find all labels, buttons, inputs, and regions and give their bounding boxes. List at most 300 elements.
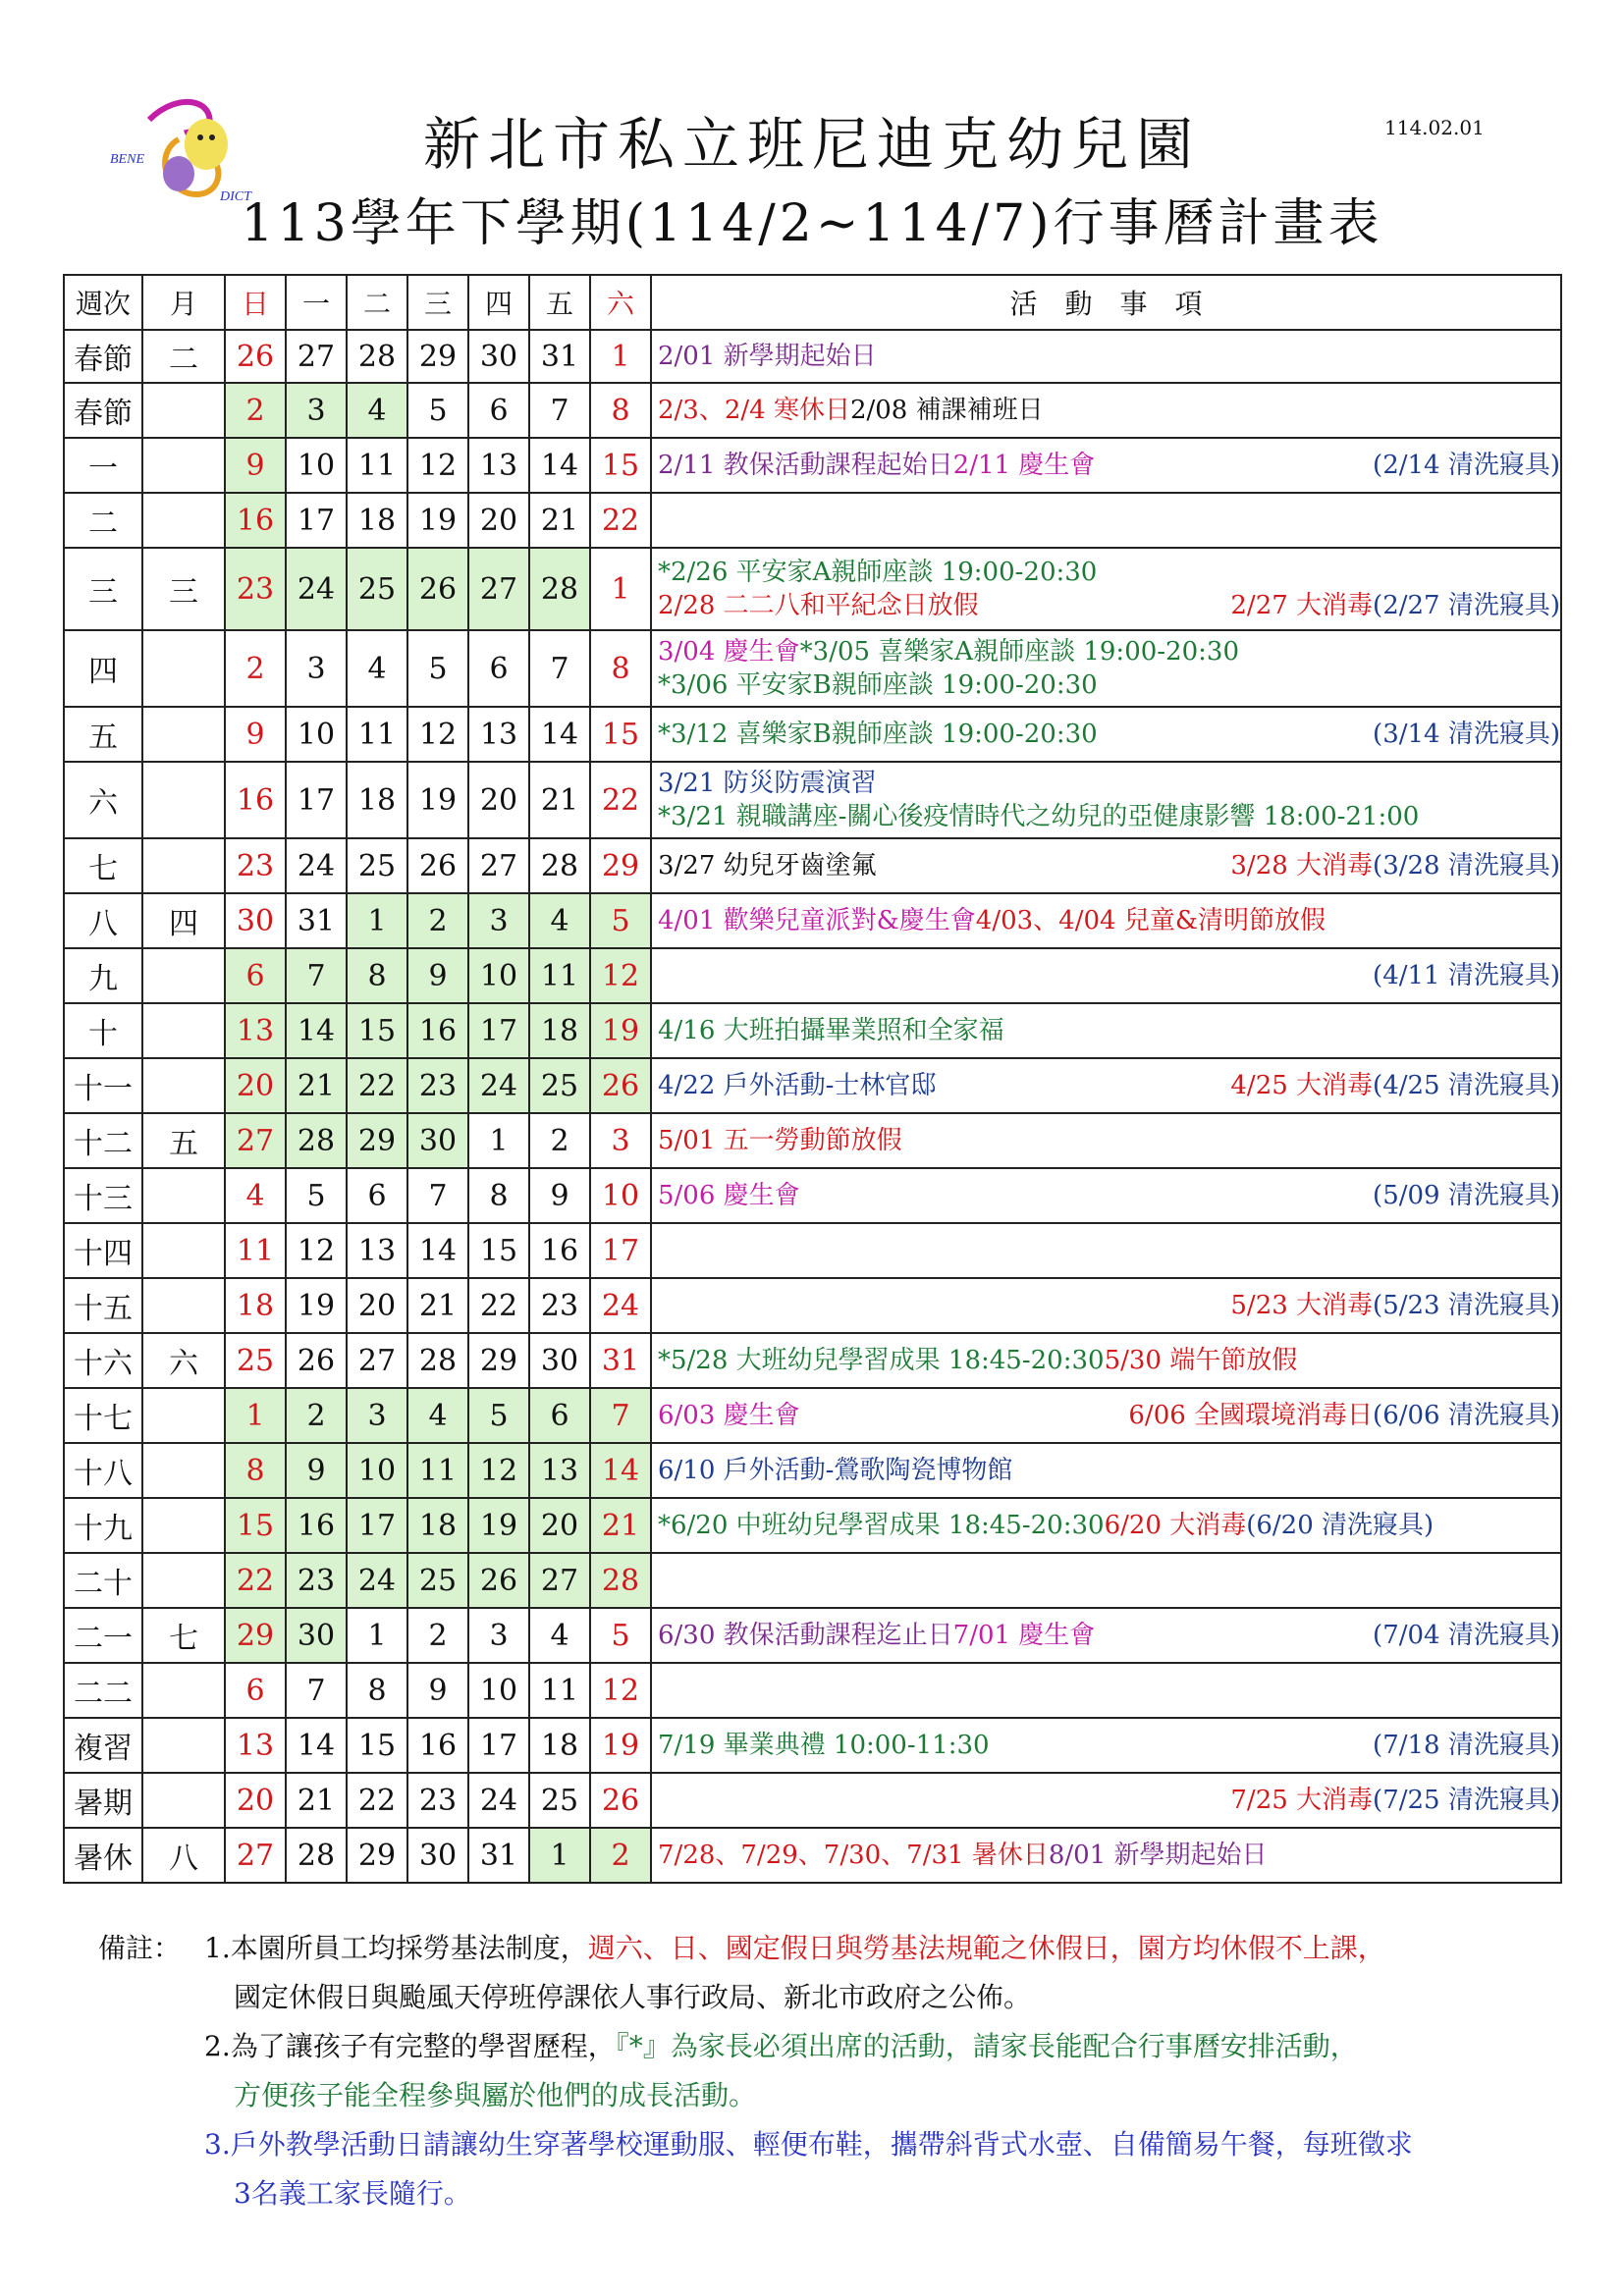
activity-cell	[651, 1113, 1561, 1168]
day-cell: 9	[529, 1168, 590, 1223]
calendar-row	[64, 1553, 1561, 1608]
week-cell: 十三	[64, 1168, 142, 1223]
day-cell: 13	[225, 1003, 286, 1058]
day-cell: 5	[407, 383, 468, 438]
day-cell: 24	[468, 1058, 529, 1113]
activity-text: (6/06 清洗寢具)	[1373, 1401, 1560, 1430]
day-cell: 28	[590, 1553, 651, 1608]
day-cell: 16	[529, 1223, 590, 1278]
day-cell: 7	[529, 383, 590, 438]
day-cell: 13	[529, 1443, 590, 1498]
day-cell: 7	[407, 1168, 468, 1223]
day-cell: 29	[347, 1113, 407, 1168]
day-header-sat: 六	[590, 275, 651, 330]
day-cell: 13	[225, 1718, 286, 1773]
calendar-row	[64, 838, 1561, 893]
week-cell: 春節	[64, 330, 142, 383]
page-title: 新北市私立班尼迪克幼兒園	[422, 111, 1201, 178]
day-cell: 27	[286, 330, 347, 383]
day-cell: 11	[347, 438, 407, 493]
activity-line	[658, 718, 1560, 751]
day-cell: 12	[590, 948, 651, 1003]
week-cell: 暑休	[64, 1828, 142, 1883]
month-cell	[142, 838, 225, 893]
week-cell: 暑期	[64, 1773, 142, 1828]
activity-text: 2/08 補課補班日	[849, 396, 1044, 425]
day-cell: 30	[286, 1608, 347, 1663]
day-cell: 14	[286, 1003, 347, 1058]
activity-text: (6/20 清洗寢具)	[1246, 1511, 1435, 1540]
activity-text: *5/28 大班幼兒學習成果 18:45-20:30	[658, 1346, 1105, 1375]
activity-line	[658, 394, 1560, 427]
note-line	[98, 1924, 1571, 1973]
activity-cell	[651, 1553, 1561, 1608]
activity-spacer	[658, 959, 1373, 992]
week-cell: 四	[64, 630, 142, 707]
calendar-row	[64, 1333, 1561, 1388]
week-cell: 二一	[64, 1608, 142, 1663]
activity-text: (3/28 清洗寢具)	[1373, 851, 1560, 881]
day-cell: 6	[225, 1663, 286, 1718]
day-cell: 9	[225, 438, 286, 493]
activity-cell	[651, 1223, 1561, 1278]
calendar-row	[64, 948, 1561, 1003]
day-cell: 24	[286, 838, 347, 893]
activity-text: 5/23 大消毒	[1230, 1291, 1374, 1320]
day-cell: 10	[286, 707, 347, 762]
day-header-mon: 一	[286, 275, 347, 330]
calendar-row	[64, 762, 1561, 838]
month-cell	[142, 1773, 225, 1828]
day-cell: 12	[407, 438, 468, 493]
calendar-header-row	[64, 275, 1561, 330]
activity-spacer	[800, 1179, 1373, 1212]
day-cell: 18	[407, 1498, 468, 1553]
activity-line	[658, 340, 1560, 373]
activity-cell	[651, 630, 1561, 707]
week-cell: 一	[64, 438, 142, 493]
activity-text: 3/27 幼兒牙齒塗氟	[658, 851, 877, 881]
day-cell: 6	[529, 1388, 590, 1443]
activity-text: (7/04 清洗寢具)	[1373, 1621, 1560, 1650]
day-cell: 9	[286, 1443, 347, 1498]
day-cell: 3	[347, 1388, 407, 1443]
day-cell: 8	[347, 1663, 407, 1718]
day-header-sun: 日	[225, 275, 286, 330]
month-cell	[142, 1223, 225, 1278]
activity-text: 4/01 歡樂兒童派對&慶生會	[658, 906, 976, 935]
day-cell: 3	[468, 1608, 529, 1663]
week-cell: 十九	[64, 1498, 142, 1553]
day-cell: 1	[347, 893, 407, 948]
activity-line	[658, 767, 1560, 800]
day-cell: 1	[347, 1608, 407, 1663]
activity-text: 8/01 新學期起始日	[1048, 1841, 1268, 1870]
activity-line	[658, 849, 1560, 882]
month-cell	[142, 1553, 225, 1608]
activity-spacer	[1095, 449, 1373, 482]
day-cell: 7	[286, 1663, 347, 1718]
day-cell: 18	[347, 762, 407, 838]
activity-cell	[651, 1498, 1561, 1553]
activity-line	[658, 1839, 1560, 1872]
activity-line	[658, 668, 1560, 702]
day-cell: 22	[225, 1553, 286, 1608]
activity-text: 4/25 大消毒	[1230, 1071, 1374, 1100]
day-cell: 31	[468, 1828, 529, 1883]
activity-text: (2/14 清洗寢具)	[1373, 451, 1560, 480]
day-cell: 16	[407, 1718, 468, 1773]
day-cell: 19	[468, 1498, 529, 1553]
activity-cell	[651, 438, 1561, 493]
day-cell: 4	[347, 630, 407, 707]
week-cell: 十五	[64, 1278, 142, 1333]
day-cell: 2	[590, 1828, 651, 1883]
day-cell: 11	[529, 948, 590, 1003]
day-cell: 19	[590, 1003, 651, 1058]
activity-text: 6/03 慶生會	[658, 1401, 800, 1430]
month-cell: 四	[142, 893, 225, 948]
week-header: 週次	[64, 275, 142, 330]
day-cell: 27	[347, 1333, 407, 1388]
activity-line	[658, 1069, 1560, 1102]
day-cell: 23	[407, 1773, 468, 1828]
activity-text: (4/25 清洗寢具)	[1373, 1071, 1560, 1100]
day-cell: 1	[529, 1828, 590, 1883]
activity-text: 6/06 全國環境消毒日	[1128, 1401, 1374, 1430]
activity-text: (7/18 清洗寢具)	[1373, 1731, 1560, 1760]
day-cell: 5	[590, 1608, 651, 1663]
day-cell: 12	[407, 707, 468, 762]
day-cell: 22	[590, 493, 651, 548]
day-cell: 27	[225, 1113, 286, 1168]
day-cell: 21	[590, 1498, 651, 1553]
day-cell: 18	[347, 493, 407, 548]
calendar-row	[64, 330, 1561, 383]
activity-cell	[651, 838, 1561, 893]
calendar-row	[64, 1443, 1561, 1498]
day-cell: 8	[225, 1443, 286, 1498]
day-cell: 23	[407, 1058, 468, 1113]
day-cell: 17	[286, 493, 347, 548]
day-cell: 21	[407, 1278, 468, 1333]
day-cell: 23	[529, 1278, 590, 1333]
activity-line	[658, 1454, 1560, 1487]
day-cell: 8	[468, 1168, 529, 1223]
activity-text: *3/12 喜樂家B親師座談 19:00-20:30	[658, 720, 1098, 749]
activity-line	[658, 904, 1560, 937]
day-cell: 26	[590, 1058, 651, 1113]
day-cell: 1	[590, 330, 651, 383]
activity-line	[658, 959, 1560, 992]
day-cell: 22	[590, 762, 651, 838]
month-cell	[142, 762, 225, 838]
activity-text: (3/14 清洗寢具)	[1373, 720, 1560, 749]
activity-text: (4/11 清洗寢具)	[1373, 961, 1560, 990]
activity-cell	[651, 1443, 1561, 1498]
activity-line	[658, 1729, 1560, 1762]
day-cell: 10	[590, 1168, 651, 1223]
calendar-row	[64, 1773, 1561, 1828]
day-cell: 13	[468, 707, 529, 762]
activity-text: 2/11 慶生會	[952, 451, 1096, 480]
activity-cell	[651, 1718, 1561, 1773]
month-cell: 八	[142, 1828, 225, 1883]
calendar-row	[64, 1278, 1561, 1333]
activity-text: *2/26 平安家A親師座談 19:00-20:30	[658, 558, 1098, 587]
activity-text: (2/27 清洗寢具)	[1373, 591, 1560, 620]
calendar-row	[64, 893, 1561, 948]
calendar-row	[64, 1388, 1561, 1443]
day-cell: 4	[529, 893, 590, 948]
activity-text: 2/28 二二八和平紀念日放假	[658, 591, 979, 620]
week-cell: 二二	[64, 1663, 142, 1718]
day-cell: 15	[347, 1718, 407, 1773]
notes-section	[98, 1924, 1571, 2218]
day-cell: 21	[286, 1058, 347, 1113]
activity-cell	[651, 1003, 1561, 1058]
day-cell: 19	[407, 493, 468, 548]
activity-line	[658, 1784, 1560, 1817]
day-cell: 23	[286, 1553, 347, 1608]
day-cell: 24	[347, 1553, 407, 1608]
note-text: 國定休假日與颱風天停班停課依人事行政局、新北市政府之公佈。	[234, 1981, 1032, 2013]
day-cell: 11	[529, 1663, 590, 1718]
day-cell: 28	[529, 548, 590, 630]
calendar-body	[64, 330, 1561, 1883]
day-cell: 15	[468, 1223, 529, 1278]
activity-text: 6/10 戶外活動-鶯歌陶瓷博物館	[658, 1456, 1013, 1485]
day-cell: 27	[468, 838, 529, 893]
activity-cell	[651, 707, 1561, 762]
week-cell: 十七	[64, 1388, 142, 1443]
note-text: 3名義工家長隨行。	[234, 2177, 471, 2210]
activity-text: 2/11 教保活動課程起始日	[658, 451, 953, 480]
activity-text: 7/25 大消毒	[1230, 1786, 1374, 1815]
day-cell: 5	[590, 893, 651, 948]
day-cell: 5	[286, 1168, 347, 1223]
day-cell: 16	[407, 1003, 468, 1058]
day-cell: 14	[286, 1718, 347, 1773]
day-cell: 10	[468, 948, 529, 1003]
activity-line	[658, 1124, 1560, 1157]
day-cell: 23	[225, 838, 286, 893]
day-header-wed: 三	[407, 275, 468, 330]
day-cell: 28	[407, 1333, 468, 1388]
activity-cell	[651, 762, 1561, 838]
activity-line	[658, 635, 1560, 668]
activity-cell	[651, 383, 1561, 438]
month-cell: 三	[142, 548, 225, 630]
day-cell: 31	[590, 1333, 651, 1388]
note-line	[98, 2071, 1571, 2120]
day-cell: 27	[225, 1828, 286, 1883]
day-cell: 21	[286, 1773, 347, 1828]
activity-text: 2/3、2/4 寒休日	[658, 396, 850, 425]
calendar-row	[64, 1663, 1561, 1718]
day-cell: 5	[468, 1388, 529, 1443]
activity-header: 活 動 事 項	[651, 275, 1561, 330]
week-cell: 七	[64, 838, 142, 893]
activity-text: 5/06 慶生會	[658, 1181, 800, 1210]
day-header-fri: 五	[529, 275, 590, 330]
day-cell: 29	[225, 1608, 286, 1663]
activity-spacer	[800, 1399, 1129, 1432]
day-cell: 22	[347, 1773, 407, 1828]
activity-text: 7/01 慶生會	[952, 1621, 1096, 1650]
calendar-row	[64, 630, 1561, 707]
day-cell: 9	[407, 948, 468, 1003]
day-cell: 30	[407, 1828, 468, 1883]
day-cell: 25	[529, 1058, 590, 1113]
activity-line	[658, 800, 1560, 833]
day-cell: 6	[225, 948, 286, 1003]
day-cell: 2	[407, 1608, 468, 1663]
week-cell: 十二	[64, 1113, 142, 1168]
month-cell	[142, 1003, 225, 1058]
day-cell: 4	[347, 383, 407, 438]
calendar-row	[64, 1498, 1561, 1553]
calendar-row	[64, 493, 1561, 548]
calendar-row	[64, 1168, 1561, 1223]
week-cell: 十八	[64, 1443, 142, 1498]
day-cell: 18	[225, 1278, 286, 1333]
week-cell: 九	[64, 948, 142, 1003]
day-cell: 15	[225, 1498, 286, 1553]
activity-text: 7/19 畢業典禮 10:00-11:30	[658, 1731, 990, 1760]
day-cell: 2	[286, 1388, 347, 1443]
day-cell: 11	[407, 1443, 468, 1498]
day-cell: 7	[529, 630, 590, 707]
day-cell: 19	[286, 1278, 347, 1333]
day-cell: 11	[225, 1223, 286, 1278]
calendar-row	[64, 383, 1561, 438]
logo-left-text: BENE	[110, 152, 144, 167]
note-text: 2.為了讓孩子有完整的學習歷程，	[204, 2030, 616, 2062]
day-cell: 4	[407, 1388, 468, 1443]
day-cell: 31	[286, 893, 347, 948]
week-cell: 六	[64, 762, 142, 838]
day-cell: 2	[407, 893, 468, 948]
day-cell: 30	[407, 1113, 468, 1168]
activity-cell	[651, 493, 1561, 548]
activity-text: 6/30 教保活動課程迄止日	[658, 1621, 953, 1650]
day-cell: 25	[347, 548, 407, 630]
day-cell: 29	[347, 1828, 407, 1883]
day-cell: 16	[286, 1498, 347, 1553]
day-cell: 21	[529, 493, 590, 548]
activity-line	[658, 1399, 1560, 1432]
activity-text: (5/09 清洗寢具)	[1373, 1181, 1560, 1210]
activity-spacer	[990, 1729, 1373, 1762]
month-cell	[142, 630, 225, 707]
activity-cell	[651, 1663, 1561, 1718]
calendar-row	[64, 1223, 1561, 1278]
activity-text: *6/20 中班幼兒學習成果 18:45-20:30	[658, 1511, 1105, 1540]
activity-text: (7/25 清洗寢具)	[1373, 1786, 1560, 1815]
calendar-row	[64, 1003, 1561, 1058]
week-cell: 十一	[64, 1058, 142, 1113]
day-cell: 19	[407, 762, 468, 838]
day-cell: 2	[225, 630, 286, 707]
activity-text: 7/28、7/29、7/30、7/31 暑休日	[658, 1841, 1049, 1870]
day-cell: 15	[590, 707, 651, 762]
day-cell: 8	[590, 630, 651, 707]
activity-cell	[651, 948, 1561, 1003]
day-cell: 18	[529, 1718, 590, 1773]
calendar-row	[64, 548, 1561, 630]
month-cell	[142, 1278, 225, 1333]
day-cell: 9	[225, 707, 286, 762]
activity-text: (5/23 清洗寢具)	[1373, 1291, 1560, 1320]
month-cell	[142, 493, 225, 548]
note-line	[98, 1973, 1571, 2022]
activity-text: 3/04 慶生會	[658, 637, 800, 667]
activity-cell	[651, 1168, 1561, 1223]
day-cell: 10	[468, 1663, 529, 1718]
week-cell: 十	[64, 1003, 142, 1058]
day-cell: 9	[407, 1663, 468, 1718]
day-cell: 7	[286, 948, 347, 1003]
note-text: 方便孩子能全程參與屬於他們的成長活動。	[234, 2079, 757, 2111]
calendar-table	[63, 274, 1562, 1884]
calendar-row	[64, 1828, 1561, 1883]
day-cell: 21	[529, 762, 590, 838]
month-cell	[142, 1498, 225, 1553]
month-cell	[142, 707, 225, 762]
week-cell: 二十	[64, 1553, 142, 1608]
note-line	[98, 2120, 1571, 2169]
day-cell: 3	[286, 383, 347, 438]
day-cell: 6	[468, 630, 529, 707]
activity-spacer	[1095, 1619, 1373, 1652]
activity-cell	[651, 330, 1561, 383]
activity-spacer	[877, 849, 1231, 882]
day-cell: 26	[225, 330, 286, 383]
day-cell: 15	[590, 438, 651, 493]
activity-text: 3/28 大消毒	[1230, 851, 1374, 881]
day-cell: 30	[225, 893, 286, 948]
week-cell: 三	[64, 548, 142, 630]
month-cell	[142, 1168, 225, 1223]
calendar-row	[64, 1058, 1561, 1113]
day-cell: 23	[225, 548, 286, 630]
day-cell: 28	[286, 1113, 347, 1168]
day-cell: 20	[529, 1498, 590, 1553]
month-cell	[142, 383, 225, 438]
activity-cell	[651, 1388, 1561, 1443]
day-cell: 25	[407, 1553, 468, 1608]
day-cell: 22	[347, 1058, 407, 1113]
activity-line	[658, 1289, 1560, 1322]
day-cell: 12	[286, 1223, 347, 1278]
day-cell: 5	[407, 630, 468, 707]
day-cell: 3	[468, 893, 529, 948]
activity-text: 2/01 新學期起始日	[658, 342, 877, 371]
day-cell: 1	[590, 548, 651, 630]
calendar-row	[64, 707, 1561, 762]
day-cell: 24	[590, 1278, 651, 1333]
month-header: 月	[142, 275, 225, 330]
activity-line	[658, 1179, 1560, 1212]
notes-label: 備註：	[98, 1932, 182, 1964]
day-header-tue: 二	[347, 275, 407, 330]
note-text: 1.本園所員工均採勞基法制度，	[204, 1932, 588, 1964]
day-cell: 3	[590, 1113, 651, 1168]
activity-line	[658, 1344, 1560, 1377]
day-cell: 20	[225, 1773, 286, 1828]
activity-spacer	[658, 1784, 1230, 1817]
